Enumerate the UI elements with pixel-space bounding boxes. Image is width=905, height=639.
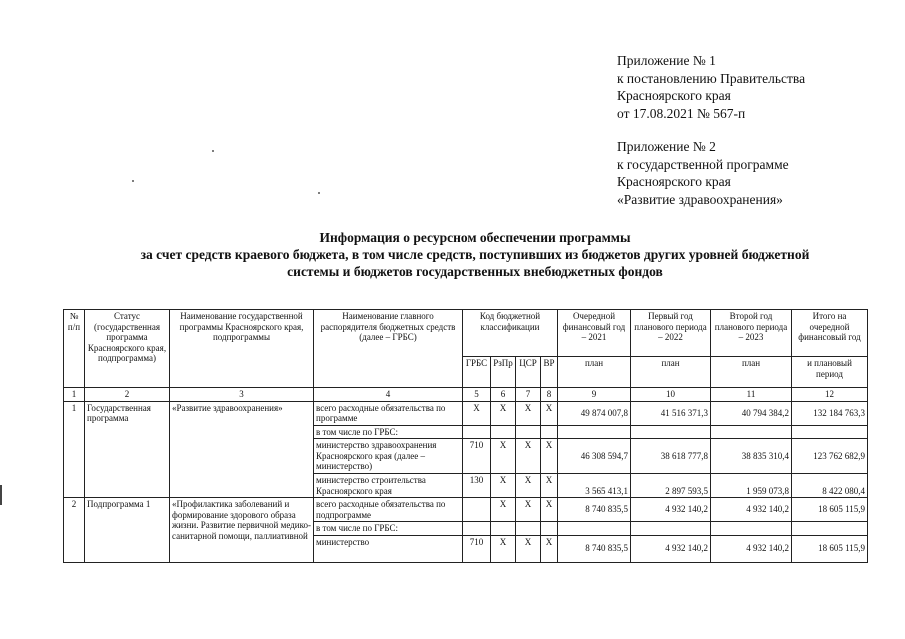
row-2021: 3 565 413,1 xyxy=(558,474,631,498)
row-vr: X xyxy=(541,498,558,522)
row-vr xyxy=(541,425,558,439)
row-grbs: 130 xyxy=(463,474,491,498)
column-number: 12 xyxy=(792,388,868,402)
row-total: 132 184 763,3 xyxy=(792,401,868,425)
row-total xyxy=(792,522,868,536)
header-grbs: ГРБС xyxy=(463,357,491,388)
row-status: Государственная программа xyxy=(85,401,170,498)
row-csr: X xyxy=(516,474,541,498)
row-2021: 8 740 835,5 xyxy=(558,498,631,522)
row-vr xyxy=(541,522,558,536)
scan-edge xyxy=(0,485,2,505)
column-number: 8 xyxy=(541,388,558,402)
column-number: 4 xyxy=(314,388,463,402)
title-line: Информация о ресурсном обеспечении программы xyxy=(319,230,631,245)
appendix-1-line: к постановлению Правительства xyxy=(617,70,806,86)
header-status: Статус (государственная программа Красноярского края, подпрограмма) xyxy=(85,310,170,388)
header-csr: ЦСР xyxy=(516,357,541,388)
row-total: 8 422 080,4 xyxy=(792,474,868,498)
row-2023: 4 932 140,2 xyxy=(711,498,792,522)
row-csr: X xyxy=(516,401,541,425)
table-row xyxy=(64,498,868,522)
row-grbs xyxy=(463,498,491,522)
row-grbs xyxy=(463,522,491,536)
row-2022: 38 618 777,8 xyxy=(631,439,711,474)
row-num: 1 xyxy=(64,401,85,498)
row-2023: 1 959 073,8 xyxy=(711,474,792,498)
row-grbs-name: министерство строительства Красноярского края xyxy=(314,474,463,498)
row-2022 xyxy=(631,522,711,536)
header-vr: ВР xyxy=(541,357,558,388)
row-vr: X xyxy=(541,401,558,425)
appendix-2-line: «Развитие здравоохранения» xyxy=(617,191,783,207)
header-plan: план xyxy=(558,357,631,388)
row-2022 xyxy=(631,425,711,439)
row-2023: 38 835 310,4 xyxy=(711,439,792,474)
row-2023: 4 932 140,2 xyxy=(711,535,792,562)
appendix-1-block xyxy=(617,52,805,122)
appendix-2-line: Красноярского края xyxy=(617,174,731,189)
row-num: 2 xyxy=(64,498,85,563)
row-2021: 46 308 594,7 xyxy=(558,439,631,474)
row-2021: 49 874 007,8 xyxy=(558,401,631,425)
row-2023 xyxy=(711,522,792,536)
row-grbs-name: всего расходные обязательства по программе xyxy=(314,401,463,425)
row-2021: 8 740 835,5 xyxy=(558,535,631,562)
row-grbs xyxy=(463,425,491,439)
row-csr xyxy=(516,425,541,439)
resource-table xyxy=(63,309,868,563)
title-line: системы и бюджетов государственных внебюджетных фондов xyxy=(287,264,663,279)
appendix-1-line: от 17.08.2021 № 567-п xyxy=(617,105,746,121)
row-grbs: X xyxy=(463,401,491,425)
row-2022: 4 932 140,2 xyxy=(631,535,711,562)
row-rzpr: X xyxy=(491,498,516,522)
row-grbs-name: в том числе по ГРБС: xyxy=(314,522,463,536)
column-number: 1 xyxy=(64,388,85,402)
column-number: 11 xyxy=(711,388,792,402)
column-number: 3 xyxy=(170,388,314,402)
column-number: 6 xyxy=(491,388,516,402)
row-grbs-name: в том числе по ГРБС: xyxy=(314,425,463,439)
row-grbs: 710 xyxy=(463,439,491,474)
header-2022: Первый год планового периода – 2022 xyxy=(631,310,711,357)
row-csr xyxy=(516,522,541,536)
row-2022: 2 897 593,5 xyxy=(631,474,711,498)
row-2021 xyxy=(558,522,631,536)
row-name: «Развитие здравоохранения» xyxy=(170,401,314,498)
row-total: 18 605 115,9 xyxy=(792,498,868,522)
row-total: 18 605 115,9 xyxy=(792,535,868,562)
row-grbs-name: министерство xyxy=(314,535,463,562)
row-vr: X xyxy=(541,474,558,498)
scan-speck xyxy=(318,192,320,194)
appendix-1-line: Приложение № 1 xyxy=(617,53,716,68)
row-rzpr xyxy=(491,425,516,439)
row-total xyxy=(792,425,868,439)
header-2023: Второй год планового периода – 2023 xyxy=(711,310,792,357)
row-csr: X xyxy=(516,535,541,562)
row-2021 xyxy=(558,425,631,439)
row-csr: X xyxy=(516,498,541,522)
column-number: 7 xyxy=(516,388,541,402)
row-2022: 4 932 140,2 xyxy=(631,498,711,522)
column-number: 9 xyxy=(558,388,631,402)
scan-speck xyxy=(132,180,134,182)
row-total: 123 762 682,9 xyxy=(792,439,868,474)
document-title xyxy=(40,229,905,280)
header-plan: план xyxy=(711,357,792,388)
appendix-2-line: к государственной программе xyxy=(617,156,789,172)
header-num: № п/п xyxy=(64,310,85,388)
column-number: 5 xyxy=(463,388,491,402)
row-grbs-name: всего расходные обязательства по подпрограмме xyxy=(314,498,463,522)
table-header-row xyxy=(64,310,868,357)
row-2023 xyxy=(711,425,792,439)
row-rzpr: X xyxy=(491,535,516,562)
column-number: 10 xyxy=(631,388,711,402)
column-number-row xyxy=(64,388,868,402)
scan-speck xyxy=(212,150,214,152)
row-rzpr: X xyxy=(491,474,516,498)
header-grbs-name: Наименование главного распорядителя бюджетных средств (далее – ГРБС) xyxy=(314,310,463,388)
appendix-2-block xyxy=(617,138,789,208)
header-total: Итого на очередной финансовый год xyxy=(792,310,868,357)
header-rzpr: РзПр xyxy=(491,357,516,388)
header-code: Код бюджетной классификации xyxy=(463,310,558,357)
header-total-sub: и плановый период xyxy=(792,357,868,388)
row-rzpr xyxy=(491,522,516,536)
row-name: «Профилактика заболеваний и формирование здорового образа жизни. Развитие первичной медико-санитарной помощи, паллиативной xyxy=(170,498,314,563)
appendix-2-line: Приложение № 2 xyxy=(617,139,716,154)
header-2021: Очередной финансовый год – 2021 xyxy=(558,310,631,357)
table-row xyxy=(64,401,868,425)
row-status: Подпрограмма 1 xyxy=(85,498,170,563)
row-grbs: 710 xyxy=(463,535,491,562)
table-body xyxy=(64,310,868,563)
header-plan: план xyxy=(631,357,711,388)
column-number: 2 xyxy=(85,388,170,402)
header-name: Наименование государственной программы Красноярского края, подпрограммы xyxy=(170,310,314,388)
appendix-1-line: Красноярского края xyxy=(617,88,731,103)
row-vr: X xyxy=(541,439,558,474)
row-2023: 40 794 384,2 xyxy=(711,401,792,425)
row-rzpr: X xyxy=(491,401,516,425)
row-vr: X xyxy=(541,535,558,562)
row-grbs-name: министерство здравоохранения Красноярского края (далее – министерство) xyxy=(314,439,463,474)
row-rzpr: X xyxy=(491,439,516,474)
row-2022: 41 516 371,3 xyxy=(631,401,711,425)
title-line: за счет средств краевого бюджета, в том числе средств, поступивших из бюджетов других уровней бюджетной xyxy=(140,247,810,262)
row-csr: X xyxy=(516,439,541,474)
